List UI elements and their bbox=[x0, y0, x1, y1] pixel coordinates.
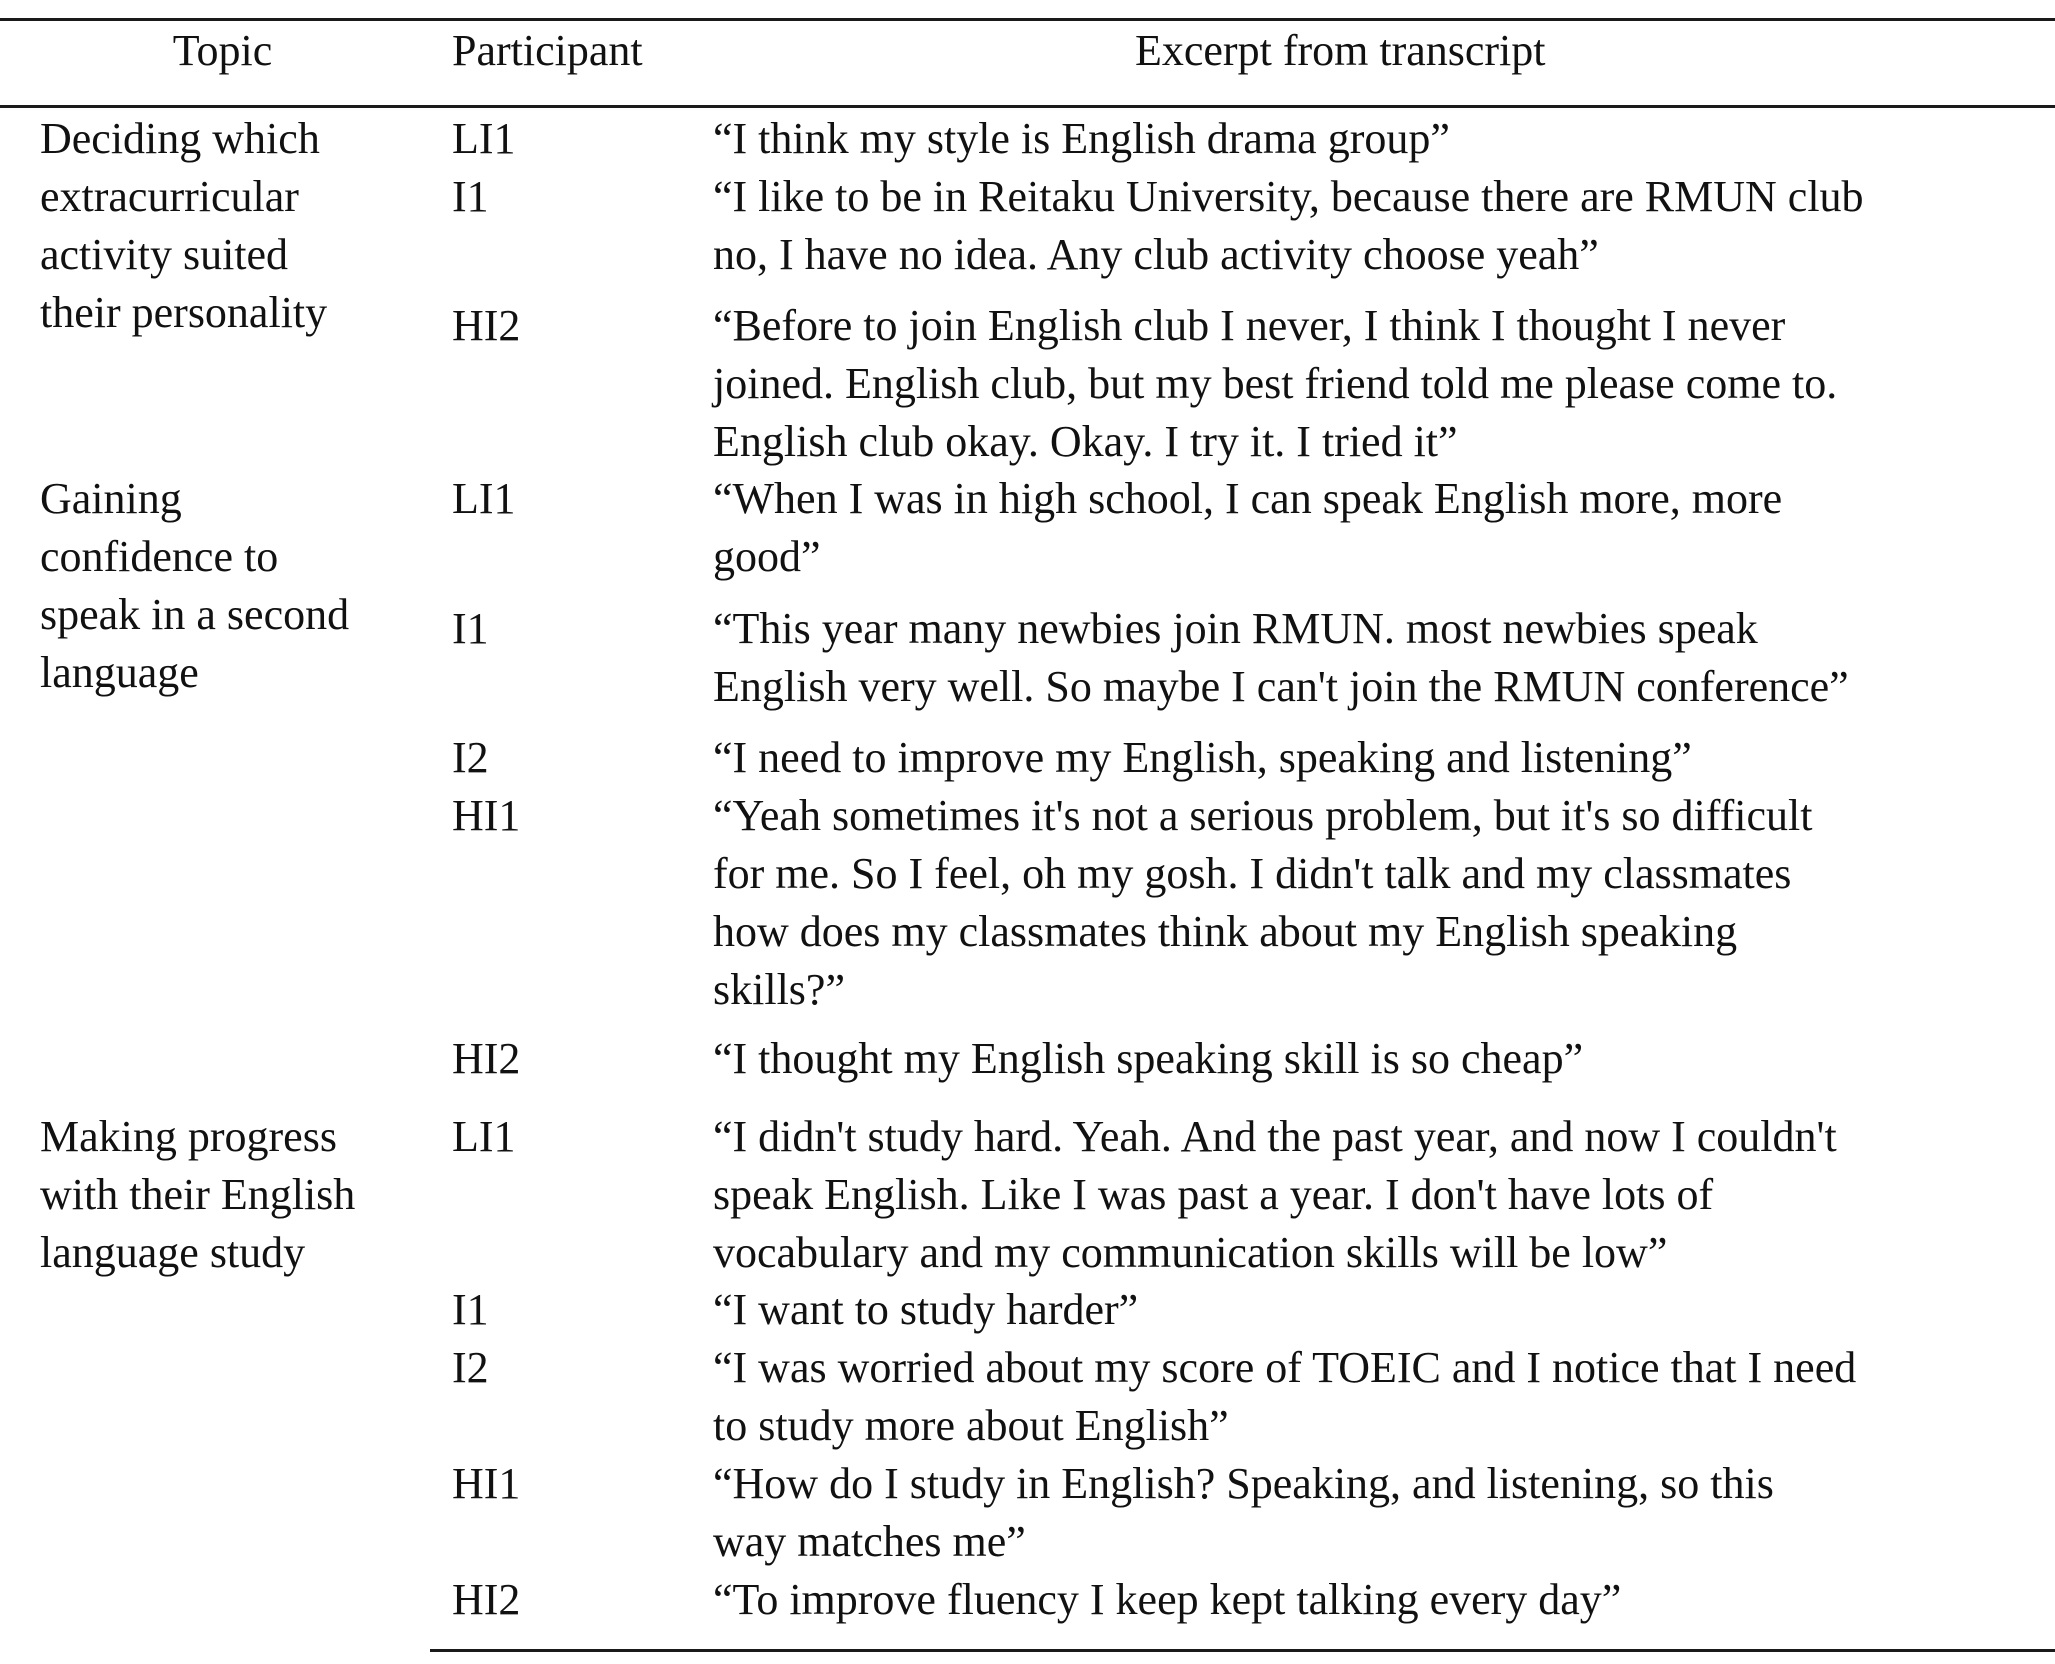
participant-cell: I2 bbox=[452, 1343, 489, 1392]
excerpt-cell: “This year many newbies join RMUN. most newbies speak English very well. So maybe I can't join the RMUN conference” bbox=[713, 604, 1849, 711]
participant-cell: I1 bbox=[452, 1285, 489, 1334]
participant-cell: I1 bbox=[452, 604, 489, 653]
participant-cell: HI1 bbox=[452, 1459, 521, 1508]
excerpt-cell: “When I was in high school, I can speak English more, more good” bbox=[713, 474, 1783, 581]
excerpt-cell: “I was worried about my score of TOEIC and I notice that I need to study more about English” bbox=[713, 1343, 1857, 1450]
bottom-rule bbox=[430, 1649, 2055, 1652]
excerpt-cell: “How do I study in English? Speaking, and listening, so this way matches me” bbox=[713, 1459, 1774, 1566]
participant-cell: LI1 bbox=[452, 114, 516, 163]
excerpt-cell: “Yeah sometimes it's not a serious problem, but it's so difficult for me. So I feel, oh my gosh. I didn't talk and my classmates how does my classmates think about my English speaking skills?” bbox=[713, 791, 1813, 1014]
excerpt-cell: “I need to improve my English, speaking and listening” bbox=[713, 733, 1692, 782]
participant-cell: HI2 bbox=[452, 1034, 521, 1083]
topic-cell: Gaining confidence to speak in a second language bbox=[40, 474, 350, 697]
excerpt-cell: “I like to be in Reitaku University, because there are RMUN club no, I have no idea. Any club activity choose yeah” bbox=[713, 172, 1864, 279]
participant-cell: HI1 bbox=[452, 791, 521, 840]
participant-cell: HI2 bbox=[452, 1575, 521, 1624]
header-topic: Topic bbox=[172, 26, 273, 75]
topic-cell: Making progress with their English language study bbox=[40, 1112, 356, 1277]
excerpt-cell: “I thought my English speaking skill is so cheap” bbox=[713, 1034, 1584, 1083]
participant-cell: LI1 bbox=[452, 1112, 516, 1161]
excerpt-cell: “To improve fluency I keep kept talking every day” bbox=[713, 1575, 1622, 1624]
header-excerpt: Excerpt from transcript bbox=[1135, 26, 1546, 75]
excerpt-cell: “I think my style is English drama group” bbox=[713, 114, 1450, 163]
participant-cell: HI2 bbox=[452, 301, 521, 350]
top-rule bbox=[0, 18, 2055, 21]
excerpt-cell: “I want to study harder” bbox=[713, 1285, 1139, 1334]
participant-cell: LI1 bbox=[452, 474, 516, 523]
excerpt-cell: “Before to join English club I never, I think I thought I never joined. English club, but my best friend told me please come to. English club okay. Okay. I try it. I tried it” bbox=[713, 301, 1838, 466]
topic-cell: Deciding which extracurricular activity suited their personality bbox=[40, 114, 328, 337]
participant-cell: I1 bbox=[452, 172, 489, 221]
excerpt-cell: “I didn't study hard. Yeah. And the past year, and now I couldn't speak English. Like I was past a year. I don't have lots of vocabulary and my communication skills will be low” bbox=[713, 1112, 1837, 1277]
header-participant: Participant bbox=[452, 26, 643, 75]
participant-cell: I2 bbox=[452, 733, 489, 782]
header-rule bbox=[0, 105, 2055, 108]
